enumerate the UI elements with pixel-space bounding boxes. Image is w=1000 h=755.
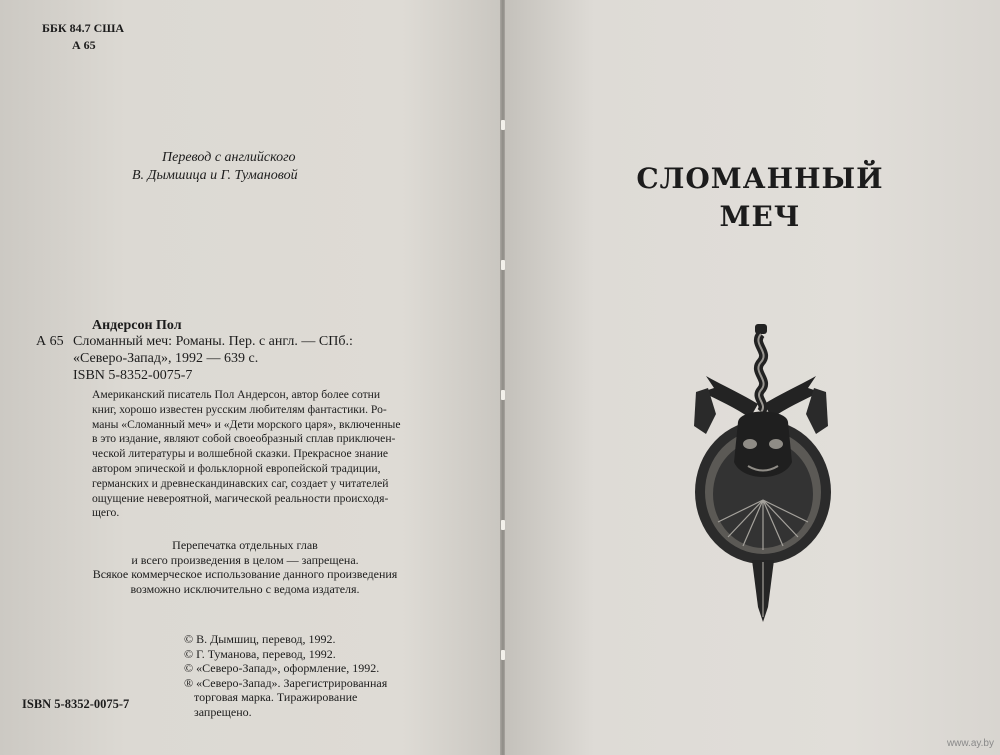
notice-line: возможно исключительно с ведома издателя. bbox=[130, 581, 360, 596]
book-title-line1: СЛОМАННЫЙ bbox=[636, 162, 884, 195]
annotation-line: ческой литературы и волшебной сказки. Прекрасное знание bbox=[92, 447, 389, 461]
annotation-line: ощущение невероятной, магической реальности происходя- bbox=[92, 491, 389, 505]
catalog-index: А 65 bbox=[36, 334, 64, 349]
notice-line: Всякое коммерческое использование данного произведения bbox=[92, 567, 398, 581]
isbn-bottom: ISBN 5-8352-0075-7 bbox=[22, 697, 130, 711]
catalog-line1: Сломанный меч: Романы. Пер. с англ. — СПб.: bbox=[73, 334, 353, 349]
annotation-line: маны «Сломанный меч» и «Дети морского царя», включенные bbox=[92, 417, 401, 431]
translation-credit-line2: В. Дымшица и Г. Тумановой bbox=[132, 168, 298, 183]
copyright-line: © «Северо-Запад», оформление, 1992. bbox=[184, 661, 380, 675]
annotation-line: германских и древнескандинавских саг, создает у читателей bbox=[92, 476, 389, 490]
translation-credit-line1: Перевод с английского bbox=[162, 150, 296, 165]
catalog-isbn: ISBN 5-8352-0075-7 bbox=[73, 368, 193, 383]
catalog-line2: «Северо-Запад», 1992 — 639 с. bbox=[73, 351, 259, 366]
copyright-line: © Г. Туманова, перевод, 1992. bbox=[184, 646, 336, 661]
notice-line: Перепечатка отдельных глав bbox=[172, 538, 318, 552]
annotation-line: Американский писатель Пол Андерсон, автор более сотни bbox=[92, 388, 381, 401]
sword-shield-emblem-icon bbox=[688, 322, 838, 632]
copyright-line: торговая марка. Тиражирование bbox=[194, 690, 358, 704]
annotation-line: щего. bbox=[92, 506, 120, 520]
copyright-line: ® «Северо-Запад». Зарегистрированная bbox=[184, 675, 388, 690]
reprint-notice bbox=[40, 538, 450, 596]
catalog-author: Андерсон Пол bbox=[92, 318, 182, 333]
annotation-text bbox=[92, 388, 457, 521]
annotation-line: в это издание, являют собой своеобразный сплав приключен- bbox=[92, 432, 396, 446]
annotation-line: книг, хорошо известен русским любителям фантастики. Ро- bbox=[92, 402, 387, 416]
book-title-line2: МЕЧ bbox=[719, 200, 801, 233]
copyright-line: © В. Дымшиц, перевод, 1992. bbox=[184, 632, 336, 646]
annotation-line: автором эпической и фольклорной европейской традиции, bbox=[92, 461, 381, 475]
copyright-line: запрещено. bbox=[194, 704, 252, 719]
classification-code: ББК 84.7 США bbox=[42, 21, 125, 35]
notice-line: и всего произведения в целом — запрещена. bbox=[131, 552, 359, 567]
author-sign: А 65 bbox=[72, 38, 96, 52]
watermark: www.ay.by bbox=[946, 738, 994, 749]
copyright-block bbox=[184, 632, 387, 719]
